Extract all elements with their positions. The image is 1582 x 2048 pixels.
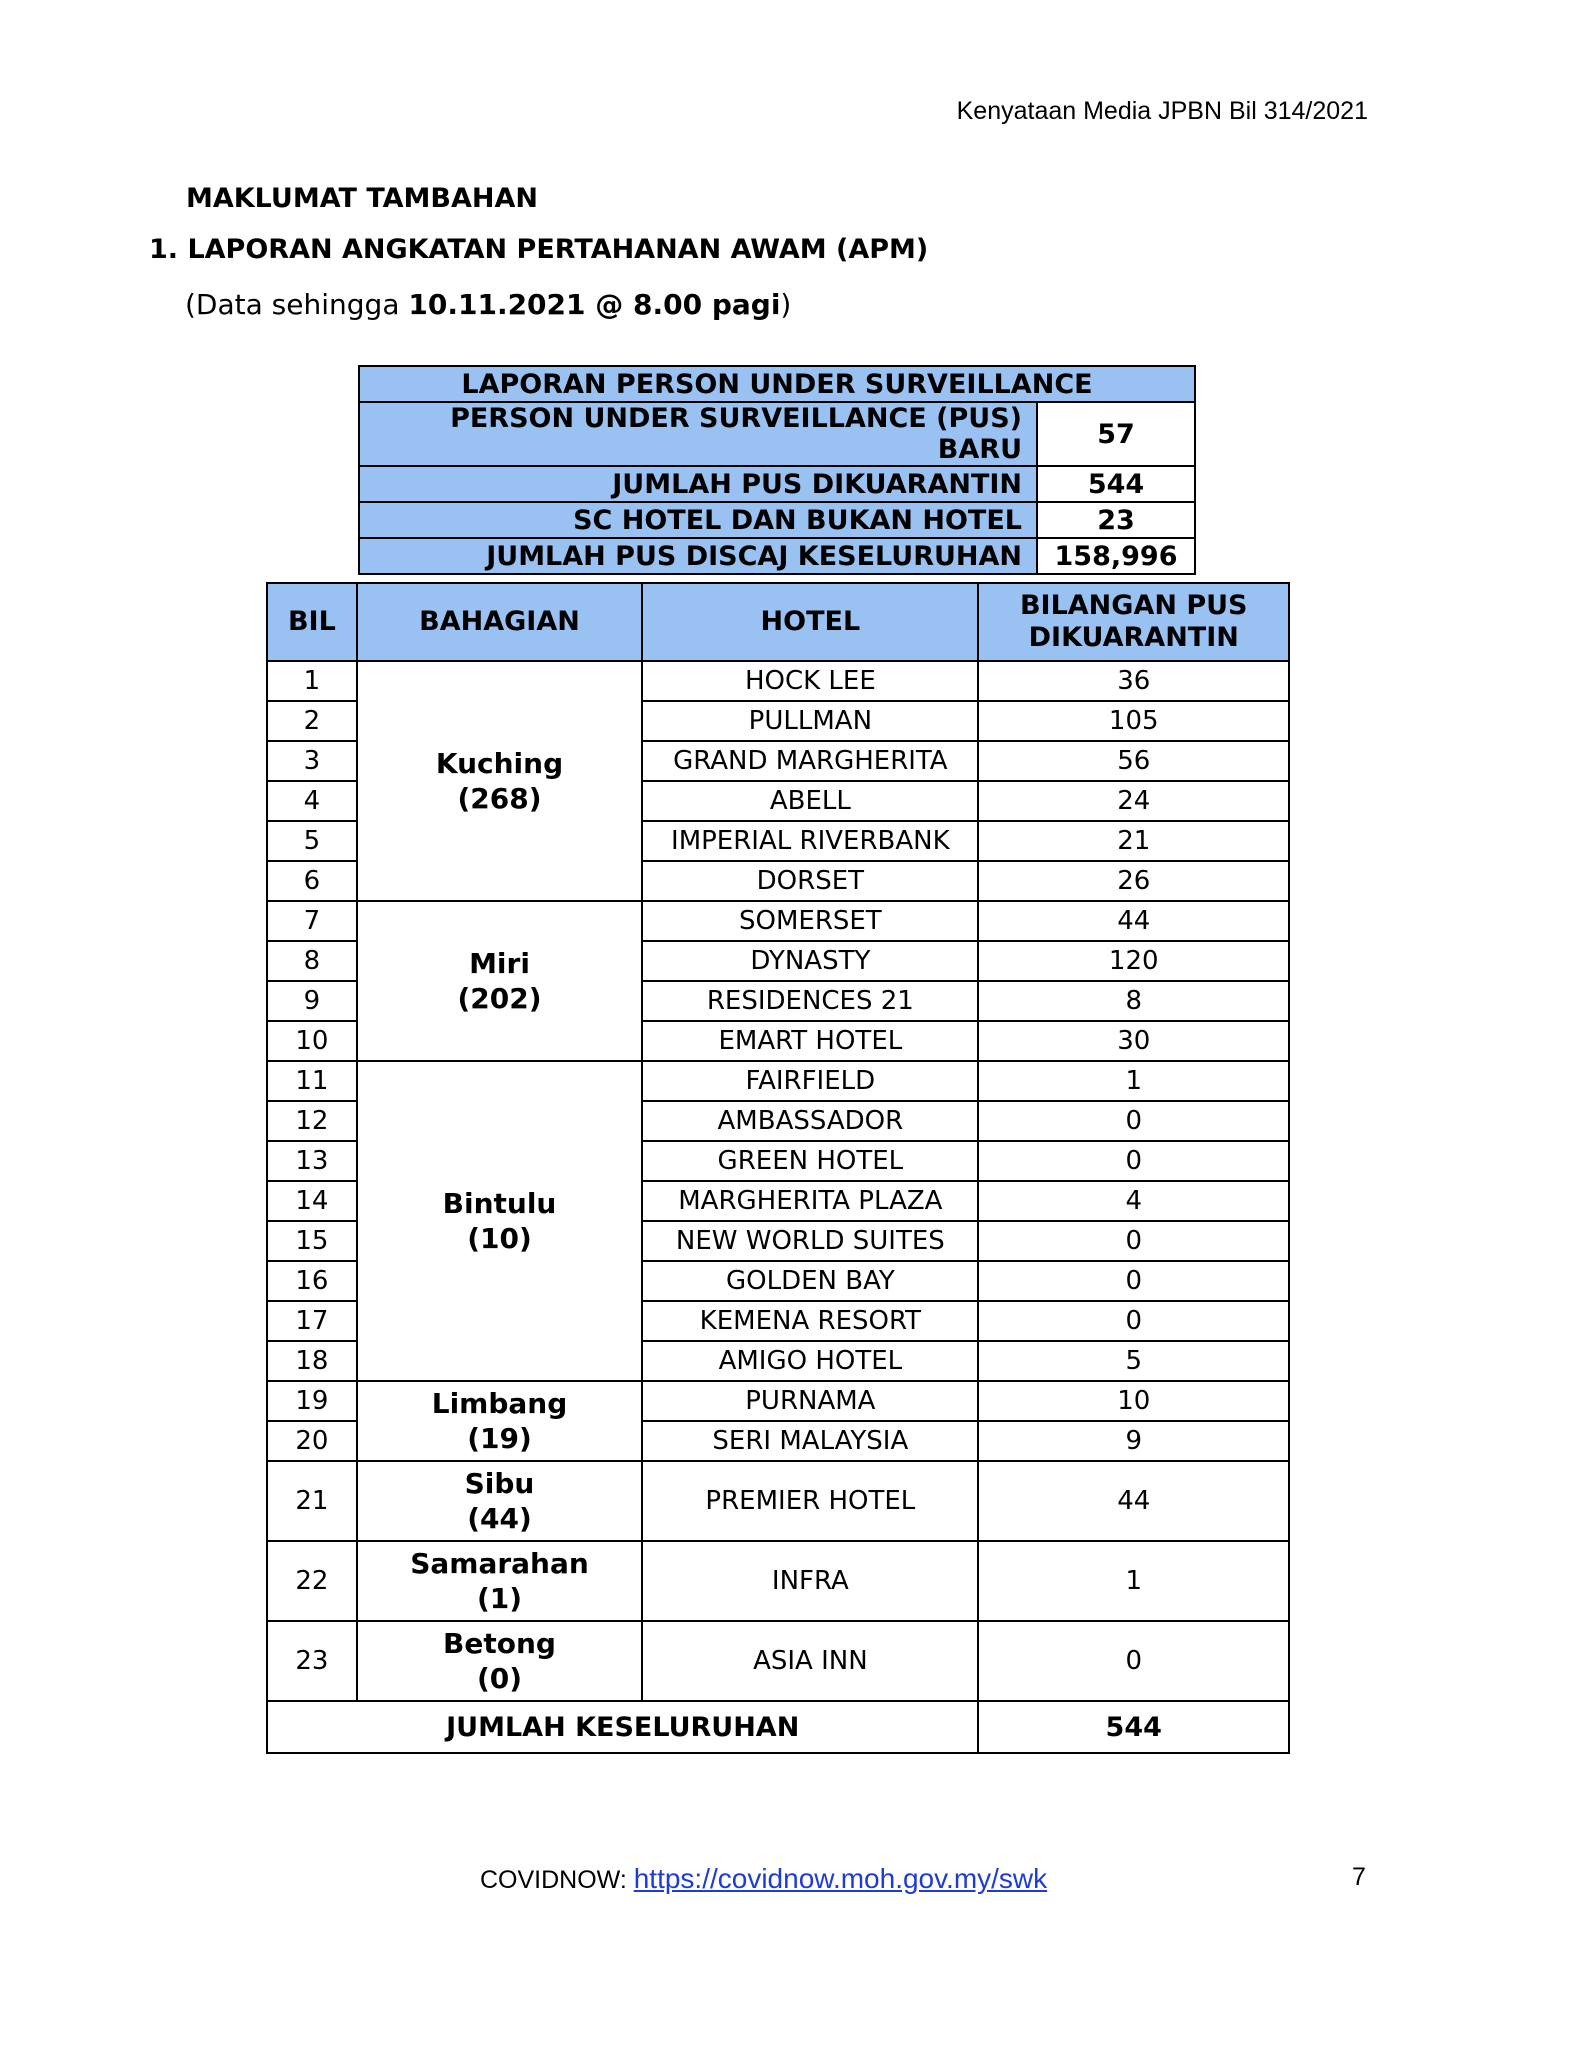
column-header-bil: BIL — [267, 583, 357, 661]
column-header-bilangan: BILANGAN PUS DIKUARANTIN — [978, 583, 1289, 661]
count-cell: 8 — [978, 981, 1289, 1021]
division-total: (1) — [476, 1582, 523, 1615]
bil-cell: 8 — [267, 941, 357, 981]
hotel-cell: DORSET — [642, 861, 978, 901]
table-row — [267, 1061, 1289, 1101]
bil-cell: 1 — [267, 661, 357, 701]
column-header-bahagian: BAHAGIAN — [357, 583, 642, 661]
hotel-cell: ABELL — [642, 781, 978, 821]
pus-summary-value: 57 — [1037, 402, 1195, 466]
hotel-cell: GREEN HOTEL — [642, 1141, 978, 1181]
division-total: (10) — [467, 1222, 532, 1255]
hotel-cell: PULLMAN — [642, 701, 978, 741]
pus-summary-label: SC HOTEL DAN BUKAN HOTEL — [359, 502, 1037, 538]
division-name: Limbang — [431, 1387, 568, 1420]
bil-cell: 2 — [267, 701, 357, 741]
hotel-cell: GRAND MARGHERITA — [642, 741, 978, 781]
division-cell — [357, 661, 642, 901]
count-cell: 9 — [978, 1421, 1289, 1461]
pus-summary-title-row — [359, 366, 1195, 402]
division-total: (0) — [476, 1662, 523, 1695]
division-name: Sibu — [464, 1467, 535, 1500]
table-row — [267, 1381, 1289, 1421]
count-cell: 36 — [978, 661, 1289, 701]
division-name: Betong — [443, 1627, 556, 1660]
count-cell: 0 — [978, 1301, 1289, 1341]
hotel-cell: IMPERIAL RIVERBANK — [642, 821, 978, 861]
bil-cell: 21 — [267, 1461, 357, 1541]
pus-summary-title: LAPORAN PERSON UNDER SURVEILLANCE — [359, 366, 1195, 402]
hotel-cell: PREMIER HOTEL — [642, 1461, 978, 1541]
page-number: 7 — [1352, 1863, 1366, 1891]
pus-summary-row — [359, 538, 1195, 574]
bil-cell: 7 — [267, 901, 357, 941]
bil-cell: 15 — [267, 1221, 357, 1261]
pus-summary-label: JUMLAH PUS DIKUARANTIN — [359, 466, 1037, 502]
count-cell: 1 — [978, 1061, 1289, 1101]
count-cell: 5 — [978, 1341, 1289, 1381]
count-cell: 0 — [978, 1101, 1289, 1141]
total-label: JUMLAH KESELURUHAN — [267, 1701, 978, 1753]
total-row — [267, 1701, 1289, 1753]
table-header-row — [267, 583, 1289, 661]
bil-cell: 3 — [267, 741, 357, 781]
bil-cell: 11 — [267, 1061, 357, 1101]
bil-cell: 6 — [267, 861, 357, 901]
hotel-quarantine-table — [266, 582, 1290, 1754]
count-cell: 21 — [978, 821, 1289, 861]
total-value: 544 — [978, 1701, 1289, 1753]
division-name: Samarahan — [410, 1547, 589, 1580]
column-header-hotel: HOTEL — [642, 583, 978, 661]
count-cell: 4 — [978, 1181, 1289, 1221]
division-cell — [357, 1061, 642, 1381]
division-total: (44) — [467, 1502, 532, 1535]
pus-summary-label: JUMLAH PUS DISCAJ KESELURUHAN — [359, 538, 1037, 574]
hotel-cell: DYNASTY — [642, 941, 978, 981]
count-cell: 1 — [978, 1541, 1289, 1621]
division-cell — [357, 1621, 642, 1701]
hotel-cell: AMBASSADOR — [642, 1101, 978, 1141]
hotel-cell: SOMERSET — [642, 901, 978, 941]
table-row — [267, 901, 1289, 941]
table-row — [267, 1461, 1289, 1541]
pus-summary-value: 158,996 — [1037, 538, 1195, 574]
bil-cell: 23 — [267, 1621, 357, 1701]
count-cell: 105 — [978, 701, 1289, 741]
hotel-cell: AMIGO HOTEL — [642, 1341, 978, 1381]
count-cell: 0 — [978, 1141, 1289, 1181]
pus-summary-label: PERSON UNDER SURVEILLANCE (PUS) BARU — [359, 402, 1037, 466]
note-suffix: ) — [780, 288, 792, 321]
footer-label: COVIDNOW: — [480, 1866, 634, 1894]
division-name: Bintulu — [442, 1187, 557, 1220]
bil-cell: 19 — [267, 1381, 357, 1421]
bil-cell: 9 — [267, 981, 357, 1021]
hotel-cell: GOLDEN BAY — [642, 1261, 978, 1301]
document-reference: Kenyataan Media JPBN Bil 314/2021 — [956, 97, 1368, 125]
bil-cell: 18 — [267, 1341, 357, 1381]
count-cell: 10 — [978, 1381, 1289, 1421]
note-prefix: (Data sehingga — [185, 288, 409, 321]
count-cell: 44 — [978, 1461, 1289, 1541]
count-cell: 0 — [978, 1221, 1289, 1261]
hotel-cell: KEMENA RESORT — [642, 1301, 978, 1341]
division-name: Miri — [469, 947, 530, 980]
count-cell: 30 — [978, 1021, 1289, 1061]
hotel-cell: INFRA — [642, 1541, 978, 1621]
bil-cell: 17 — [267, 1301, 357, 1341]
division-total: (268) — [457, 782, 542, 815]
count-cell: 44 — [978, 901, 1289, 941]
division-total: (202) — [457, 982, 542, 1015]
note-date: 10.11.2021 @ 8.00 pagi — [408, 288, 781, 321]
division-cell — [357, 1381, 642, 1461]
hotel-cell: ASIA INN — [642, 1621, 978, 1701]
table-row — [267, 1541, 1289, 1621]
division-name: Kuching — [435, 747, 564, 780]
hotel-cell: NEW WORLD SUITES — [642, 1221, 978, 1261]
hotel-cell: RESIDENCES 21 — [642, 981, 978, 1021]
count-cell: 120 — [978, 941, 1289, 981]
pus-summary-table — [358, 365, 1196, 575]
pus-summary-row — [359, 402, 1195, 466]
count-cell: 26 — [978, 861, 1289, 901]
bil-cell: 22 — [267, 1541, 357, 1621]
hotel-cell: FAIRFIELD — [642, 1061, 978, 1101]
bil-cell: 10 — [267, 1021, 357, 1061]
data-date-note — [185, 288, 791, 321]
bil-cell: 20 — [267, 1421, 357, 1461]
count-cell: 0 — [978, 1621, 1289, 1701]
section-title: MAKLUMAT TAMBAHAN — [186, 183, 538, 214]
bil-cell: 5 — [267, 821, 357, 861]
division-cell — [357, 1461, 642, 1541]
hotel-cell: EMART HOTEL — [642, 1021, 978, 1061]
footer — [480, 1863, 1047, 1895]
count-cell: 56 — [978, 741, 1289, 781]
covidnow-link[interactable]: https://covidnow.moh.gov.my/swk — [633, 1863, 1048, 1894]
bil-cell: 14 — [267, 1181, 357, 1221]
section-subtitle: 1. LAPORAN ANGKATAN PERTAHANAN AWAM (APM) — [149, 234, 929, 265]
hotel-cell: PURNAMA — [642, 1381, 978, 1421]
bil-cell: 16 — [267, 1261, 357, 1301]
pus-summary-value: 544 — [1037, 466, 1195, 502]
division-cell — [357, 1541, 642, 1621]
hotel-cell: SERI MALAYSIA — [642, 1421, 978, 1461]
bil-cell: 13 — [267, 1141, 357, 1181]
division-total: (19) — [467, 1422, 532, 1455]
count-cell: 24 — [978, 781, 1289, 821]
hotel-cell: MARGHERITA PLAZA — [642, 1181, 978, 1221]
pus-summary-row — [359, 466, 1195, 502]
count-cell: 0 — [978, 1261, 1289, 1301]
bil-cell: 12 — [267, 1101, 357, 1141]
table-row — [267, 1621, 1289, 1701]
hotel-cell: HOCK LEE — [642, 661, 978, 701]
pus-summary-value: 23 — [1037, 502, 1195, 538]
pus-summary-row — [359, 502, 1195, 538]
bil-cell: 4 — [267, 781, 357, 821]
division-cell — [357, 901, 642, 1061]
table-row — [267, 661, 1289, 701]
